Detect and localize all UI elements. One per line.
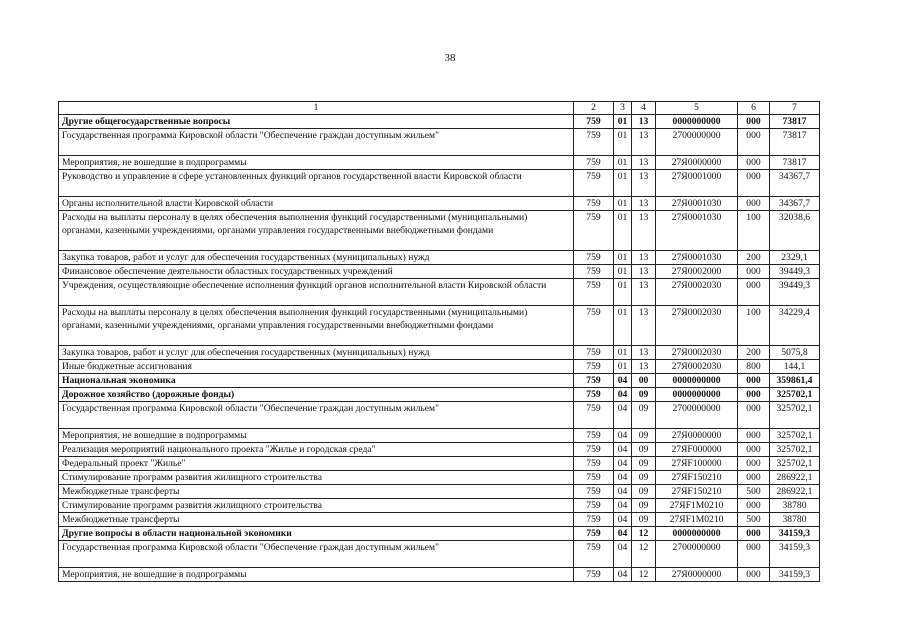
table-row [59, 374, 820, 388]
row-name-cell: Мероприятия, не вошедшие в подпрограммы [59, 429, 574, 443]
row-col3-cell: 01 [614, 360, 632, 374]
row-name-cell: Закупка товаров, работ и услуг для обеспечения государственных (муниципальных) нужд [59, 346, 574, 360]
row-name-cell: Дорожное хозяйство (дорожные фонды) [59, 388, 574, 402]
row-col6-cell: 100 [738, 211, 770, 251]
row-col6-cell: 000 [738, 156, 770, 170]
row-col7-cell: 286922,1 [770, 471, 820, 485]
row-name-cell: Руководство и управление в сфере установленных функций органов государственной власти Кировской области [59, 170, 574, 197]
row-name-cell: Стимулирование программ развития жилищного строительства [59, 471, 574, 485]
row-col4-cell: 09 [632, 513, 656, 527]
row-col7-cell: 34159,3 [770, 568, 820, 582]
row-col7-cell: 34159,3 [770, 541, 820, 568]
row-col2-cell: 759 [574, 129, 614, 156]
row-name-cell: Государственная программа Кировской области "Обеспечение граждан доступным жильем" [59, 541, 574, 568]
row-col4-cell: 09 [632, 429, 656, 443]
row-col6-cell: 000 [738, 374, 770, 388]
table-row [59, 527, 820, 541]
row-col3-cell: 04 [614, 429, 632, 443]
row-col3-cell: 01 [614, 129, 632, 156]
table-row [59, 115, 820, 129]
row-col3-cell: 04 [614, 402, 632, 429]
row-col5-cell: 0000000000 [656, 388, 738, 402]
row-col7-cell: 73817 [770, 156, 820, 170]
row-col2-cell: 759 [574, 279, 614, 306]
row-col7-cell: 73817 [770, 115, 820, 129]
row-col7-cell: 2329,1 [770, 251, 820, 265]
row-col5-cell: 27Я0001030 [656, 197, 738, 211]
row-col5-cell: 27ЯF000000 [656, 443, 738, 457]
row-col6-cell: 000 [738, 170, 770, 197]
col-header-1: 1 [59, 102, 574, 115]
row-col3-cell: 04 [614, 513, 632, 527]
row-col4-cell: 12 [632, 527, 656, 541]
row-col2-cell: 759 [574, 306, 614, 346]
table-row [59, 306, 820, 346]
row-name-cell: Мероприятия, не вошедшие в подпрограммы [59, 156, 574, 170]
table-row [59, 485, 820, 499]
row-col5-cell: 27Я0002030 [656, 346, 738, 360]
row-col7-cell: 144,1 [770, 360, 820, 374]
row-col6-cell: 500 [738, 513, 770, 527]
row-col3-cell: 04 [614, 443, 632, 457]
row-name-cell: Стимулирование программ развития жилищного строительства [59, 499, 574, 513]
row-col6-cell: 000 [738, 279, 770, 306]
col-header-7: 7 [770, 102, 820, 115]
row-col3-cell: 04 [614, 568, 632, 582]
table-row [59, 429, 820, 443]
col-header-6: 6 [738, 102, 770, 115]
row-col3-cell: 01 [614, 306, 632, 346]
row-col2-cell: 759 [574, 568, 614, 582]
row-col4-cell: 09 [632, 485, 656, 499]
row-col6-cell: 000 [738, 499, 770, 513]
table-row [59, 129, 820, 156]
row-col3-cell: 04 [614, 541, 632, 568]
row-col4-cell: 09 [632, 402, 656, 429]
row-col7-cell: 325702,1 [770, 402, 820, 429]
row-col5-cell: 27Я0000000 [656, 156, 738, 170]
row-name-cell: Межбюджетные трансферты [59, 513, 574, 527]
table-row [59, 443, 820, 457]
row-col2-cell: 759 [574, 360, 614, 374]
row-col3-cell: 01 [614, 346, 632, 360]
row-col7-cell: 34159,3 [770, 527, 820, 541]
row-col2-cell: 759 [574, 443, 614, 457]
row-col5-cell: 27Я0002000 [656, 265, 738, 279]
row-col4-cell: 13 [632, 265, 656, 279]
row-col7-cell: 5075,8 [770, 346, 820, 360]
row-col7-cell: 34367,7 [770, 197, 820, 211]
row-col4-cell: 13 [632, 360, 656, 374]
row-col2-cell: 759 [574, 251, 614, 265]
table-row [59, 471, 820, 485]
row-col4-cell: 13 [632, 251, 656, 265]
row-col6-cell: 000 [738, 527, 770, 541]
row-col5-cell: 27Я0002030 [656, 306, 738, 346]
row-col7-cell: 359861,4 [770, 374, 820, 388]
row-col3-cell: 04 [614, 457, 632, 471]
row-col4-cell: 09 [632, 499, 656, 513]
table-row [59, 265, 820, 279]
row-col4-cell: 12 [632, 568, 656, 582]
row-col6-cell: 500 [738, 485, 770, 499]
row-col4-cell: 09 [632, 457, 656, 471]
table-row [59, 346, 820, 360]
row-col6-cell: 800 [738, 360, 770, 374]
row-name-cell: Другие вопросы в области национальной экономики [59, 527, 574, 541]
row-col2-cell: 759 [574, 499, 614, 513]
row-col4-cell: 00 [632, 374, 656, 388]
row-col3-cell: 04 [614, 485, 632, 499]
row-col7-cell: 286922,1 [770, 485, 820, 499]
row-col2-cell: 759 [574, 457, 614, 471]
row-col5-cell: 27ЯF1M0210 [656, 513, 738, 527]
row-col3-cell: 04 [614, 471, 632, 485]
row-col7-cell: 34367,7 [770, 170, 820, 197]
table-row [59, 457, 820, 471]
row-col4-cell: 13 [632, 115, 656, 129]
row-col2-cell: 759 [574, 115, 614, 129]
table-row [59, 388, 820, 402]
row-col7-cell: 39449,3 [770, 279, 820, 306]
row-col2-cell: 759 [574, 513, 614, 527]
row-col3-cell: 01 [614, 197, 632, 211]
row-col5-cell: 27ЯF150210 [656, 485, 738, 499]
row-name-cell: Финансовое обеспечение деятельности областных государственных учреждений [59, 265, 574, 279]
row-col5-cell: 27ЯF100000 [656, 457, 738, 471]
row-col6-cell: 000 [738, 443, 770, 457]
row-name-cell: Учреждения, осуществляющие обеспечение исполнения функций органов исполнительной власти Кировской области [59, 279, 574, 306]
row-name-cell: Национальная экономика [59, 374, 574, 388]
row-name-cell: Расходы на выплаты персоналу в целях обеспечения выполнения функций государственными (муниципальными) органами, казенными учреждениями, органами управления государственными внебюджетными фондами [59, 306, 574, 346]
row-col7-cell: 325702,1 [770, 457, 820, 471]
row-col5-cell: 27Я0000000 [656, 429, 738, 443]
table-row [59, 279, 820, 306]
row-col5-cell: 0000000000 [656, 374, 738, 388]
row-col4-cell: 13 [632, 156, 656, 170]
row-col2-cell: 759 [574, 527, 614, 541]
row-col3-cell: 01 [614, 170, 632, 197]
row-col7-cell: 73817 [770, 129, 820, 156]
row-col2-cell: 759 [574, 402, 614, 429]
row-col2-cell: 759 [574, 471, 614, 485]
row-col4-cell: 12 [632, 541, 656, 568]
row-name-cell: Закупка товаров, работ и услуг для обеспечения государственных (муниципальных) нужд [59, 251, 574, 265]
row-col7-cell: 325702,1 [770, 443, 820, 457]
row-col6-cell: 000 [738, 402, 770, 429]
row-col5-cell: 27Я0002030 [656, 279, 738, 306]
row-col5-cell: 27Я0000000 [656, 568, 738, 582]
row-col2-cell: 759 [574, 541, 614, 568]
row-name-cell: Органы исполнительной власти Кировской области [59, 197, 574, 211]
row-col6-cell: 100 [738, 306, 770, 346]
row-col4-cell: 09 [632, 471, 656, 485]
row-col5-cell: 0000000000 [656, 527, 738, 541]
row-col3-cell: 01 [614, 115, 632, 129]
row-col5-cell: 27Я0002030 [656, 360, 738, 374]
row-col6-cell: 000 [738, 265, 770, 279]
row-col6-cell: 000 [738, 388, 770, 402]
table-row [59, 156, 820, 170]
row-name-cell: Иные бюджетные ассигнования [59, 360, 574, 374]
row-name-cell: Федеральный проект "Жилье" [59, 457, 574, 471]
row-col4-cell: 13 [632, 211, 656, 251]
row-col6-cell: 000 [738, 568, 770, 582]
row-col5-cell: 27Я0001030 [656, 251, 738, 265]
col-header-2: 2 [574, 102, 614, 115]
row-col4-cell: 13 [632, 279, 656, 306]
row-col7-cell: 38780 [770, 513, 820, 527]
row-col6-cell: 200 [738, 251, 770, 265]
row-col5-cell: 0000000000 [656, 115, 738, 129]
row-col4-cell: 09 [632, 443, 656, 457]
row-col5-cell: 27Я0001030 [656, 211, 738, 251]
row-col7-cell: 34229,4 [770, 306, 820, 346]
row-col3-cell: 04 [614, 527, 632, 541]
row-col7-cell: 325702,1 [770, 429, 820, 443]
row-col3-cell: 04 [614, 388, 632, 402]
col-header-3: 3 [614, 102, 632, 115]
row-col3-cell: 04 [614, 499, 632, 513]
table-row [59, 360, 820, 374]
row-name-cell: Межбюджетные трансферты [59, 485, 574, 499]
row-col5-cell: 27Я0001000 [656, 170, 738, 197]
col-header-4: 4 [632, 102, 656, 115]
row-col2-cell: 759 [574, 346, 614, 360]
row-name-cell: Государственная программа Кировской области "Обеспечение граждан доступным жильем" [59, 402, 574, 429]
row-col5-cell: 27ЯF1M0210 [656, 499, 738, 513]
row-col2-cell: 759 [574, 265, 614, 279]
row-col6-cell: 000 [738, 129, 770, 156]
row-col7-cell: 325702,1 [770, 388, 820, 402]
row-col2-cell: 759 [574, 374, 614, 388]
row-col5-cell: 2700000000 [656, 129, 738, 156]
row-col6-cell: 000 [738, 457, 770, 471]
row-col2-cell: 759 [574, 197, 614, 211]
row-col3-cell: 04 [614, 374, 632, 388]
row-col7-cell: 39449,3 [770, 265, 820, 279]
table-row [59, 499, 820, 513]
row-name-cell: Расходы на выплаты персоналу в целях обеспечения выполнения функций государственными (муниципальными) органами, казенными учреждениями, органами управления государственными внебюджетными фондами [59, 211, 574, 251]
row-col3-cell: 01 [614, 279, 632, 306]
table-row [59, 568, 820, 582]
table-row [59, 402, 820, 429]
table-row [59, 251, 820, 265]
col-header-5: 5 [656, 102, 738, 115]
row-name-cell: Государственная программа Кировской области "Обеспечение граждан доступным жильем" [59, 129, 574, 156]
row-col2-cell: 759 [574, 485, 614, 499]
row-col5-cell: 2700000000 [656, 541, 738, 568]
row-name-cell: Мероприятия, не вошедшие в подпрограммы [59, 568, 574, 582]
table-row [59, 170, 820, 197]
row-col5-cell: 27ЯF150210 [656, 471, 738, 485]
row-col7-cell: 32038,6 [770, 211, 820, 251]
row-col6-cell: 000 [738, 197, 770, 211]
row-col3-cell: 01 [614, 251, 632, 265]
row-col2-cell: 759 [574, 211, 614, 251]
row-col3-cell: 01 [614, 265, 632, 279]
row-col6-cell: 200 [738, 346, 770, 360]
row-col3-cell: 01 [614, 211, 632, 251]
row-col2-cell: 759 [574, 429, 614, 443]
table-row [59, 541, 820, 568]
row-col3-cell: 01 [614, 156, 632, 170]
page-number: 38 [444, 52, 456, 64]
row-col4-cell: 13 [632, 170, 656, 197]
row-col4-cell: 13 [632, 197, 656, 211]
row-col6-cell: 000 [738, 541, 770, 568]
row-col6-cell: 000 [738, 471, 770, 485]
row-col6-cell: 000 [738, 429, 770, 443]
row-col2-cell: 759 [574, 388, 614, 402]
table-body [59, 115, 820, 582]
row-col7-cell: 38780 [770, 499, 820, 513]
row-col4-cell: 09 [632, 388, 656, 402]
table-row [59, 513, 820, 527]
table-header-row [59, 102, 820, 115]
row-col2-cell: 759 [574, 156, 614, 170]
table-row [59, 211, 820, 251]
table-row [59, 197, 820, 211]
row-col5-cell: 2700000000 [656, 402, 738, 429]
row-name-cell: Другие общегосударственные вопросы [59, 115, 574, 129]
row-col4-cell: 13 [632, 306, 656, 346]
row-col6-cell: 000 [738, 115, 770, 129]
row-col4-cell: 13 [632, 346, 656, 360]
row-col4-cell: 13 [632, 129, 656, 156]
row-name-cell: Реализация мероприятий национального проекта "Жилье и городская среда" [59, 443, 574, 457]
row-col2-cell: 759 [574, 170, 614, 197]
budget-table [58, 101, 820, 582]
